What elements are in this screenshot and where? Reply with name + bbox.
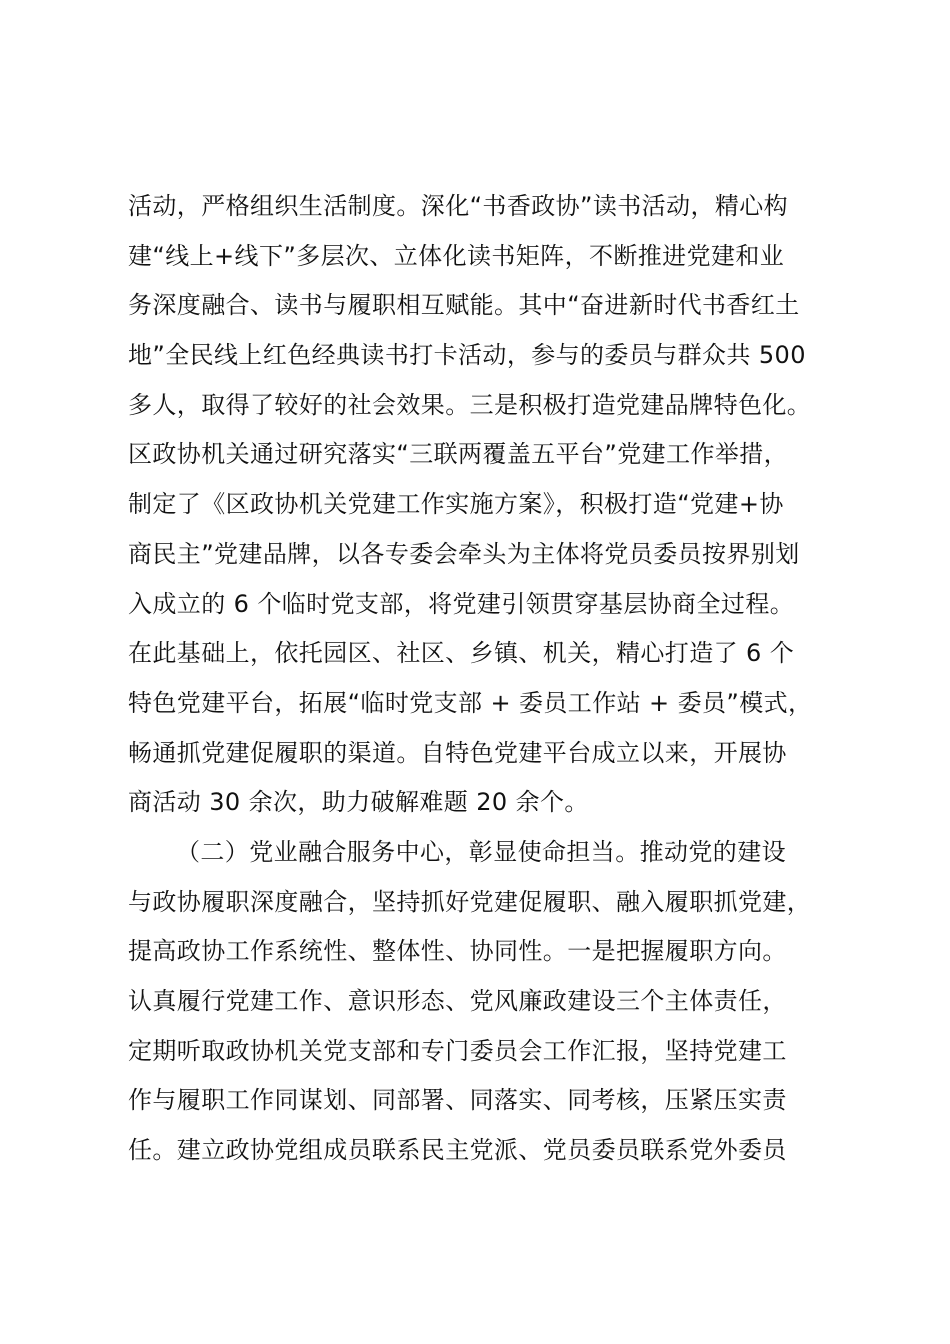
text-line: 畅通抓党建促履职的渠道。自特色党建平台成立以来，开展协 [128,738,787,767]
section-heading-line: （二）党业融合服务中心，彰显使命担当。推动党的建设 [176,837,786,866]
body-text [128,182,838,1176]
text-line: 入成立的 6 个临时党支部，将党建引领贯穿基层协商全过程。 [128,589,795,618]
text-line: 与政协履职深度融合，坚持抓好党建促履职、融入履职抓党建， [128,887,812,916]
text-line: 活动，严格组织生活制度。深化“书香政协”读书活动，精心构 [128,192,789,220]
text-line: 任。建立政协党组成员联系民主党派、党员委员联系党外委员 [128,1136,787,1165]
text-line: 商活动 30 余次，助力破解难题 20 余个。 [128,788,589,817]
text-line: 多人，取得了较好的社会效果。三是积极打造党建品牌特色化。 [128,390,812,419]
text-line: 商民主”党建品牌，以各专委会牵头为主体将党员委员按界别划 [128,539,800,568]
text-line: 定期听取政协机关党支部和专门委员会工作汇报，坚持党建工 [128,1036,787,1065]
text-line: 建“线上+线下”多层次、立体化读书矩阵，不断推进党建和业 [128,241,785,270]
text-line: 务深度融合、读书与履职相互赋能。其中“奋进新时代书香红土 [128,291,800,320]
text-line: 在此基础上，依托园区、社区、乡镇、机关，精心打造了 6 个 [128,639,795,668]
text-line: 提高政协工作系统性、整体性、协同性。一是把握履职方向。 [128,937,787,966]
text-line: 制定了《区政协机关党建工作实施方案》，积极打造“党建+协 [128,490,784,519]
text-line: 特色党建平台，拓展“临时党支部 + 委员工作站 + 委员”模式， [128,688,813,717]
text-line: 区政协机关通过研究落实“三联两覆盖五平台”党建工作举措， [128,440,789,469]
text-line: 地”全民线上红色经典读书打卡活动，参与的委员与群众共 500 [128,341,806,370]
text-line: 认真履行党建工作、意识形态、党风廉政建设三个主体责任， [128,987,787,1015]
text-line: 作与履职工作同谋划、同部署、同落实、同考核，压紧压实责 [128,1086,787,1115]
